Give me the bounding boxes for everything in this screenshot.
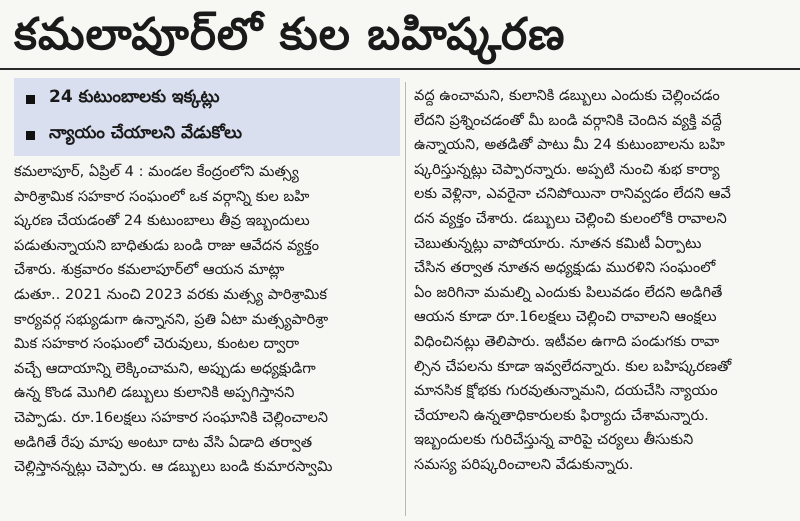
body-text-line: ఇబ్బందులకు గురిచేస్తున్న వారిపై చర్యలు తీసుకుని — [414, 431, 694, 449]
body-text-line: విధించినట్లు తెలిపారు. ఇటీవల ఉగాది పండుగకు రావా — [414, 332, 720, 350]
highlight-item — [26, 82, 220, 116]
body-text-line: మిక సహకార సంఘంలో చెరువులు, కుంటల ద్వారా — [14, 335, 300, 353]
body-text-line: ల్సిన చేపలను కూడా ఇవ్వలేదన్నారు. కుల బహిష్కరణతో — [414, 357, 732, 375]
bullet-square-icon — [26, 131, 35, 140]
body-text-line: సమస్య పరిష్కరించాలని వేడుకున్నారు. — [414, 455, 634, 473]
body-text-line: కార్యవర్గ సభ్యుడుగా ఉన్నానని, ప్రతి ఏటా మత్స్యపారిశ్రా — [14, 310, 329, 328]
body-text-line: వచ్చే ఆదాయాన్ని లెక్కించామని, అప్పుడు అధ్యక్షుడిగా — [14, 359, 316, 377]
body-text-line: లేదని ప్రశ్నించడంతో మీ బండి వర్గానికి చెందిన వ్యక్తి వద్దే — [414, 111, 722, 129]
column-divider — [405, 82, 406, 516]
body-text-line: ఆయన కూడా రూ.16లక్షలు చెల్లించి రావాలని ఆంక్షలు — [414, 308, 717, 326]
body-text-line: వద్ద ఉంచామని, కులానికి డబ్బులు ఎందుకు చెల్లించడం — [414, 87, 720, 104]
headline-rule — [0, 68, 800, 70]
body-text-line: చేయాలని ఉన్నతాధికారులకు ఫిర్యాదు చేశామన్నారు. — [414, 406, 709, 424]
body-text-line: చెప్పాడు. రూ.16లక్షలు సహకార సంఘానికి చెల్లించాలని — [14, 408, 329, 426]
bullet-square-icon — [26, 95, 35, 104]
body-text-line: చెల్లిస్తానన్నట్లు చెప్పారు. ఆ డబ్బులు బండి కుమారస్వామి — [14, 458, 333, 476]
body-text-line: దన వ్యక్తం చేశారు. డబ్బులు చెల్లించి కులంలోకి రావాలని — [414, 209, 727, 227]
body-text-line: మానసిక క్షోభకు గురవుతున్నామని, దయచేసి న్యాయం — [414, 382, 718, 400]
body-text-line: ఏం జరిగినా మమల్ని ఎందుకు పిలువడం లేదని అడిగితే — [414, 283, 723, 301]
article-column-left — [14, 160, 400, 518]
body-text-line: డుతూ.. 2021 నుంచి 2023 వరకు మత్స్య పారిశ్రామిక — [14, 285, 327, 303]
article-column-right — [414, 84, 790, 518]
body-text-line: అడిగితే రేపు మాపు అంటూ దాట వేసి ఏడాది తర్వాత — [14, 433, 313, 451]
highlight-text: న్యాయం చేయాలని వేడుకోలు — [49, 123, 243, 143]
highlights-box — [14, 78, 400, 156]
body-text-line: చేసిన తర్వాత నూతన అధ్యక్షుడు మురళిని సంఘంలో — [414, 259, 716, 277]
body-text-line: చేశారు. శుక్రవారం కమలాపూర్‌లో ఆయన మాట్లా — [14, 261, 285, 279]
highlight-text: 24 కుటుంబాలకు ఇక్కట్లు — [49, 87, 220, 107]
body-text-line: చెబుతున్నట్లు వాపోయారు. నూతన కమిటీ ఏర్పాటు — [414, 234, 702, 252]
body-text-line: ష్కరణ చేయడంతో 24 కుటుంబాలు తీవ్ర ఇబ్బందులు — [14, 212, 310, 230]
body-text-line: ఉన్నాయని, అతడితో పాటు మీ 24 కుటుంబాలను బహి — [414, 136, 725, 154]
body-text-line: లకు వెళ్లినా, ఎవరైనా చనిపోయినా రానివ్వడం లేదని ఆవే — [414, 185, 731, 203]
highlight-item — [26, 118, 242, 152]
body-text-line: పడుతున్నాయని బాధితుడు బండి రాజు ఆవేదన వ్యక్తం — [14, 236, 319, 254]
body-text-line: పారిశ్రామిక సహకార సంఘంలో ఒక వర్గాన్ని కుల బహి — [14, 187, 310, 205]
body-text-line: కమలాపూర్, ఏప్రిల్ 4 : మండల కేంద్రంలోని మత్స్య — [14, 163, 299, 180]
article-headline: కమలాపూర్‌లో కుల బహిష్కరణ — [14, 9, 566, 60]
body-text-line: ఉన్న కొండ మొగిలి డబ్బులు కులానికి అప్పగిస్తానని — [14, 384, 295, 402]
body-text-line: ష్కరిస్తున్నట్లు చెప్పారన్నారు. అప్పటి నుంచి శుభ కార్యా — [414, 160, 720, 178]
